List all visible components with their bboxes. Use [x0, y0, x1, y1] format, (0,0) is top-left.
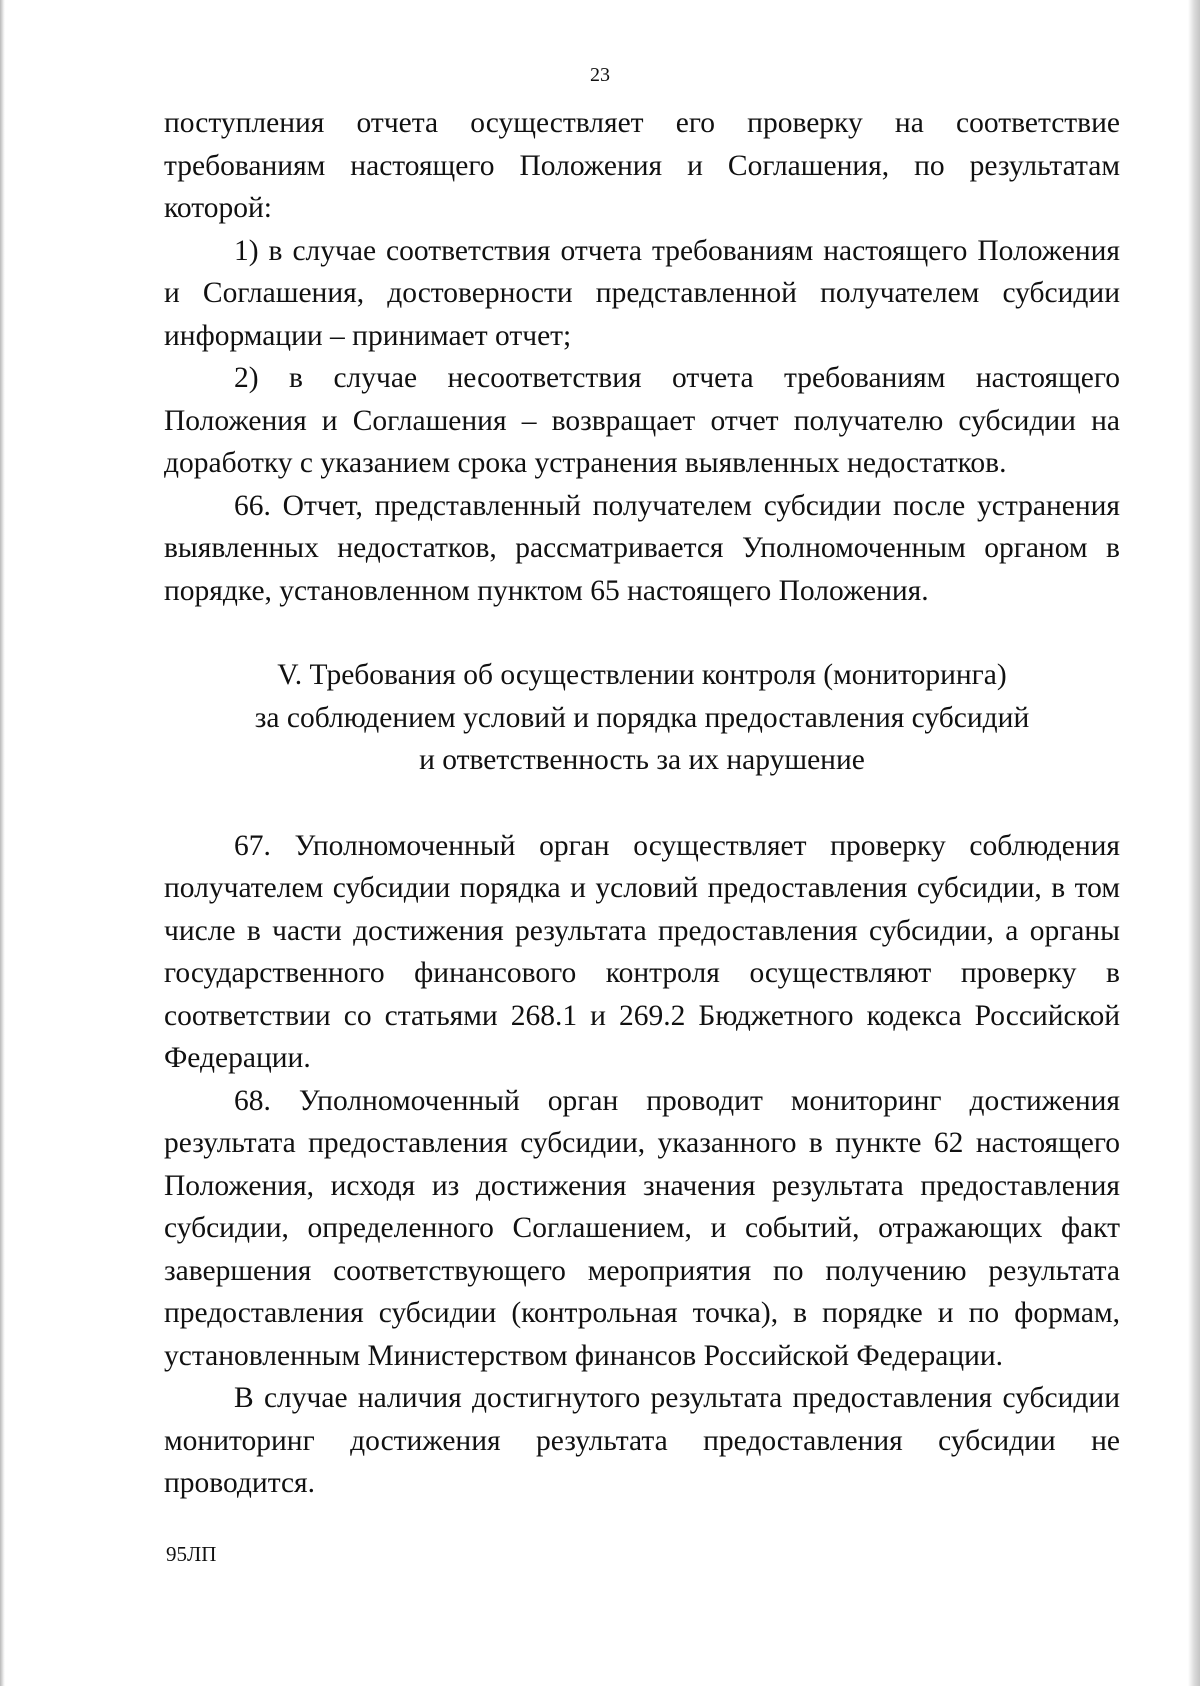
section-heading-line-2: за соблюдением условий и порядка предоставления субсидий	[254, 701, 1030, 734]
document-body	[164, 102, 1120, 1505]
paragraph-66: 66. Отчет, представленный получателем субсидии после устранения выявленных недостатков, рассматривается Уполномоченным органом в порядке, установленном пунктом 65 настоящего Положения.	[164, 489, 1120, 607]
section-heading-line-3: и ответственность за их нарушение	[419, 744, 865, 776]
paragraph-continuation: поступления отчета осуществляет его проверку на соответствие требованиям настоящего Положения и Соглашения, по результатам которой:	[164, 107, 1120, 224]
spacer	[164, 782, 1120, 825]
scan-edge-left	[0, 0, 5, 1686]
list-item-2: 2) в случае несоответствия отчета требованиям настоящего Положения и Соглашения – возвращает отчет получателю субсидии на доработку с указанием срока устранения выявленных недостатков.	[164, 362, 1120, 479]
spacer	[164, 612, 1120, 654]
section-heading	[164, 654, 1120, 782]
paragraph-68-continuation: В случае наличия достигнутого результата предоставления субсидии мониторинг достижения результата предоставления субсидии не проводится.	[164, 1382, 1120, 1499]
page-number: 23	[590, 64, 610, 86]
paragraph-67: 67. Уполномоченный орган осуществляет проверку соблюдения получателем субсидии порядка и условий предоставления субсидии, в том числе в части достижения результата предоставления субсидии, а органы государственного финансового контроля осуществляют проверку в соответствии со статьями 268.1 и 269.2 Бюджетного кодекса Российской Федерации.	[164, 829, 1120, 1074]
list-item-1: 1) в случае соответствия отчета требованиям настоящего Положения и Соглашения, достоверности представленной получателем субсидии информации – принимает отчет;	[164, 234, 1120, 352]
section-heading-line-1: V. Требования об осуществлении контроля (мониторинга)	[277, 659, 1007, 691]
document-code: 95ЛП	[166, 1542, 217, 1566]
scan-edge-right	[1188, 0, 1200, 1686]
paragraph-68: 68. Уполномоченный орган проводит мониторинг достижения результата предоставления субсидии, указанного в пункте 62 настоящего Положения, исходя из достижения значения результата предоставления субсидии, определенного Соглашением, и событий, отражающих факт завершения соответствующего мероприятия по получению результата предоставления субсидии (контрольная точка), в порядке и по формам, установленным Министерством финансов Российской Федерации.	[164, 1084, 1120, 1372]
